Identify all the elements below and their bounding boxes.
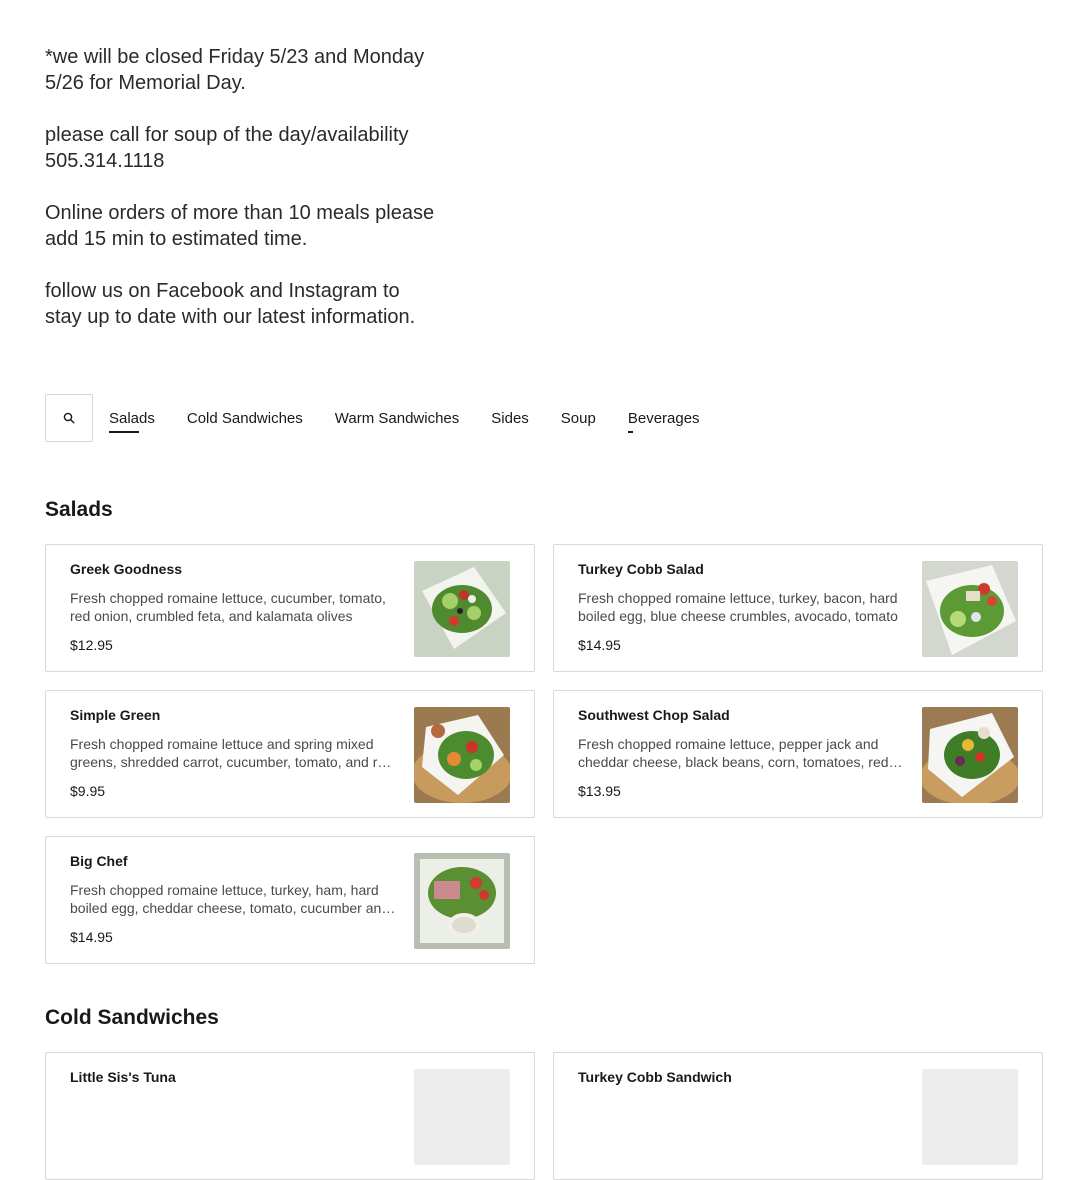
section-title-cold-sandwiches: Cold Sandwiches	[45, 1006, 219, 1029]
large-order-notice: Online orders of more than 10 meals please add 15 min to estimated time.	[45, 202, 435, 250]
item-price: $14.95	[70, 929, 113, 945]
item-description: Fresh chopped romaine lettuce, turkey, ham, hard boiled egg, cheddar cheese, tomato, cucumber and	[70, 882, 390, 916]
closure-notice: *we will be closed Friday 5/23 and Monday 5/26 for Memorial Day.	[45, 46, 425, 94]
item-description: Fresh chopped romaine lettuce and spring mixed greens, shredded carrot, cucumber, tomato, and red	[70, 736, 393, 770]
menu-item-card[interactable]	[45, 690, 535, 818]
item-name: Big Chef	[70, 853, 128, 869]
tab-sides[interactable]: Sides	[491, 409, 529, 427]
item-description: Fresh chopped romaine lettuce, pepper jack and cheddar cheese, black beans, corn, tomatoes, red	[578, 736, 889, 770]
item-price: $13.95	[578, 783, 621, 799]
announcement-notice	[45, 44, 465, 356]
item-name: Turkey Cobb Sandwich	[578, 1069, 732, 1085]
item-photo	[922, 1069, 1018, 1165]
menu-item-card[interactable]	[553, 544, 1043, 672]
social-notice: follow us on Facebook and Instagram to stay up to date with our latest information.	[45, 280, 416, 328]
menu-item-card[interactable]	[553, 690, 1043, 818]
item-description: Fresh chopped romaine lettuce, cucumber, tomato, red onion, crumbled feta, and kalamata olives	[70, 590, 386, 624]
menu-item-card[interactable]	[45, 1052, 535, 1180]
menu-item-card[interactable]	[45, 544, 535, 672]
category-nav	[45, 394, 732, 442]
item-photo	[922, 561, 1018, 657]
menu-item-card[interactable]	[553, 1052, 1043, 1180]
item-price: $14.95	[578, 637, 621, 653]
item-name: Southwest Chop Salad	[578, 707, 730, 723]
section-title-salads: Salads	[45, 498, 113, 521]
item-photo	[922, 707, 1018, 803]
menu-item-card[interactable]	[45, 836, 535, 964]
item-photo	[414, 1069, 510, 1165]
item-photo	[414, 853, 510, 949]
item-price: $9.95	[70, 783, 106, 799]
soup-notice: please call for soup of the day/availability 505.314.1118	[45, 124, 409, 172]
tab-warm-sandwiches[interactable]: Warm Sandwiches	[334, 409, 460, 427]
item-name: Simple Green	[70, 707, 161, 723]
item-photo	[414, 561, 510, 657]
item-price: $12.95	[70, 637, 113, 653]
item-photo	[414, 707, 510, 803]
item-name: Little Sis's Tuna	[70, 1069, 176, 1085]
item-name: Turkey Cobb Salad	[578, 561, 704, 577]
item-description: Fresh chopped romaine lettuce, turkey, bacon, hard boiled egg, blue cheese crumbles, avocado, tomato	[578, 590, 898, 624]
tab-cold-sandwiches[interactable]: Cold Sandwiches	[186, 409, 303, 427]
tab-salads[interactable]: Salads	[109, 406, 155, 431]
item-name: Greek Goodness	[70, 561, 183, 577]
tab-soup[interactable]: Soup	[560, 409, 596, 427]
tab-beverages[interactable]: Beverages	[628, 406, 700, 431]
search-icon	[63, 412, 75, 424]
search-button[interactable]	[45, 394, 93, 442]
